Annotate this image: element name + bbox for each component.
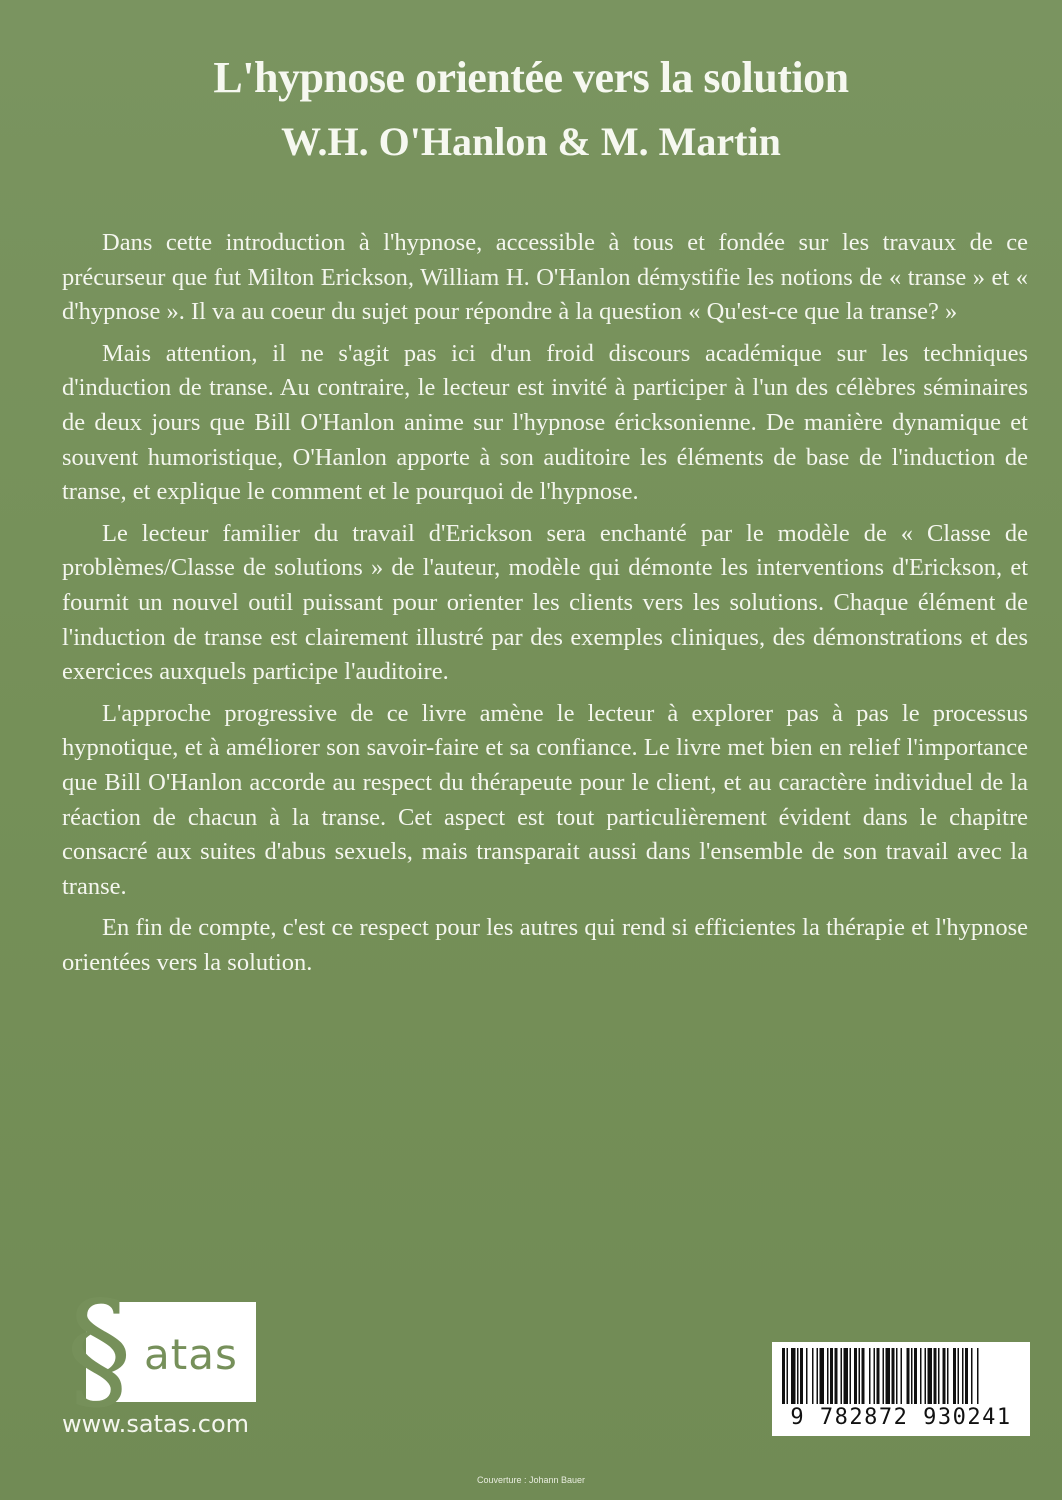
- barcode-bar: [850, 1348, 852, 1404]
- blurb-text: [62, 226, 1028, 987]
- barcode-bar: [841, 1348, 843, 1404]
- barcode-bar: [835, 1348, 838, 1404]
- book-title: L'hypnose orientée vers la solution: [213, 53, 849, 102]
- barcode-bar: [892, 1348, 895, 1404]
- barcode-bar: [886, 1348, 891, 1404]
- isbn-barcode: [772, 1342, 1030, 1436]
- barcode-bar: [787, 1348, 789, 1404]
- blurb-paragraph-4: L'approche progressive de ce livre amène le lecteur à explorer pas à pas le processus hypnotique, et à améliorer son savoir-faire et sa confiance. Le livre met bien en relief l'importance que Bill O'Hanlon accorde au respect du thérapeute pour le client, et au caractère individuel de la réaction de chacun à la transe. Cet aspect est tout particulièrement évident dans le chapitre consacré aux suites d'abus sexuels, mais transparait aussi dans l'ensemble de son travail avec la transe.: [62, 699, 1028, 900]
- barcode-bar: [965, 1348, 968, 1404]
- barcode-bar: [877, 1348, 880, 1404]
- barcode-bar: [914, 1348, 917, 1404]
- barcode-bar: [874, 1348, 876, 1404]
- blurb-paragraph-1: Dans cette introduction à l'hypnose, accessible à tous et fondée sur les travaux de ce précurseur que fut Milton Erickson, William H. O'Hanlon démystifie les notions de « transe » et « d'hypnose ». Il va au coeur du sujet pour répondre à la question « Qu'est-ce que la transe? »: [62, 229, 1028, 326]
- barcode-bar: [869, 1348, 871, 1404]
- barcode-bar: [806, 1348, 808, 1404]
- barcode-bar: [907, 1348, 910, 1404]
- barcode-bar: [896, 1348, 898, 1404]
- barcode-bar: [934, 1348, 937, 1404]
- barcode-bar: [947, 1348, 949, 1404]
- barcode-bar: [800, 1348, 803, 1404]
- barcode-bar: [928, 1348, 933, 1404]
- barcode-bar: [883, 1348, 885, 1404]
- barcode-bar: [971, 1348, 973, 1404]
- barcode-bar: [958, 1348, 960, 1404]
- cover-credit: Couverture : Johann Bauer: [476, 1475, 586, 1485]
- barcode-bar: [901, 1348, 903, 1404]
- barcode-bar: [820, 1348, 825, 1404]
- barcode-bars: [772, 1342, 1030, 1406]
- barcode-bar: [911, 1348, 913, 1404]
- blurb-paragraph-3: Le lecteur familier du travail d'Erickson sera enchanté par le modèle de « Classe de problèmes/Classe de solutions » de l'auteur, modèle qui démonte les interventions d'Erickson, et fournit un nouvel outil puissant pour orienter les clients vers les solutions. Chaque élément de l'induction de transe est clairement illustré par des exemples cliniques, des démonstrations et des exercices auxquels participe l'auditoire.: [62, 519, 1028, 686]
- barcode-bar: [859, 1348, 861, 1404]
- barcode-bar: [791, 1348, 796, 1404]
- barcode-bar: [962, 1348, 964, 1404]
- section-sign-icon: §: [66, 1273, 132, 1427]
- barcode-bar: [977, 1348, 979, 1404]
- blurb-paragraph-2: Mais attention, il ne s'agit pas ici d'un froid discours académique sur les techniques d'induction de transe. Au contraire, le lecteur est invité à participer à l'un des célèbres séminaires de deux jours que Bill O'Hanlon anime sur l'hypnose éricksonienne. De manière dynamique et souvent humoristique, O'Hanlon apporte à son auditoire les éléments de base de l'induction de transe, et explique le comment et le pourquoi de l'hypnose.: [62, 339, 1028, 506]
- barcode-bar: [862, 1348, 865, 1404]
- logo-wordmark: atas: [144, 1330, 238, 1379]
- barcode-bar: [812, 1348, 814, 1404]
- barcode-bar: [827, 1348, 829, 1404]
- barcode-bar: [938, 1348, 940, 1404]
- publisher-website: www.satas.com: [62, 1410, 250, 1438]
- barcode-bar: [797, 1348, 799, 1404]
- barcode-bar: [782, 1348, 785, 1404]
- book-authors: W.H. O'Hanlon & M. Martin: [281, 119, 781, 164]
- barcode-bar: [943, 1348, 946, 1404]
- barcode-bar: [920, 1348, 922, 1404]
- isbn-digits: 9 782872 930241: [790, 1405, 1012, 1430]
- blurb-paragraph-5: En fin de compte, c'est ce respect pour les autres qui rend si efficientes la thérapie et l'hypnose orientées vers la solution.: [62, 914, 1028, 976]
- barcode-bar: [844, 1348, 849, 1404]
- barcode-bar: [953, 1348, 956, 1404]
- barcode-bar: [854, 1348, 857, 1404]
- barcode-bar: [817, 1348, 819, 1404]
- barcode-bar: [830, 1348, 833, 1404]
- barcode-bar: [925, 1348, 927, 1404]
